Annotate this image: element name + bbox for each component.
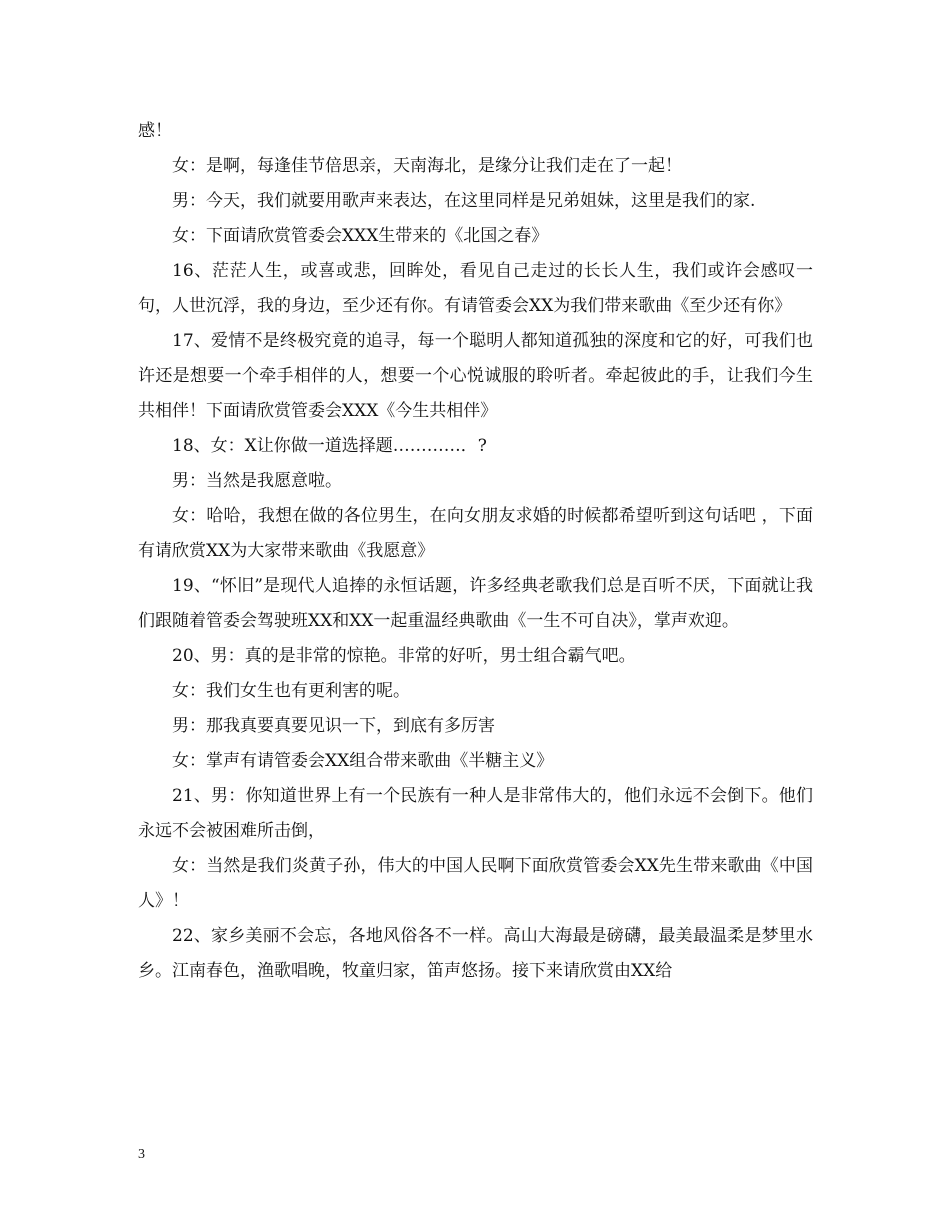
paragraph: 21、男：你知道世界上有一个民族有一种人是非常伟大的，他们永远不会倒下。他们永远不会被困难所击倒， bbox=[138, 786, 813, 841]
paragraph: 女：掌声有请管委会XX组合带来歌曲《半糖主义》 bbox=[172, 751, 554, 771]
paragraph: 16、茫茫人生，或喜或悲，回眸处，看见自己走过的长长人生，我们或许会感叹一句，人世沉浮，我的身边，至少还有你。有请管委会XX为我们带来歌曲《至少还有你》 bbox=[138, 261, 813, 316]
paragraph: 19、“怀旧”是现代人追捧的永恒话题，许多经典老歌我们总是百听不厌，下面就让我们跟随着管委会驾驶班XX和XX一起重温经典歌曲《一生不可自决》，掌声欢迎。 bbox=[138, 576, 813, 631]
paragraph: 18、女：X让你做一道选择题…………．? bbox=[172, 436, 487, 456]
paragraph: 女：下面请欣赏管委会XXX生带来的《北国之春》 bbox=[172, 226, 549, 246]
paragraph: 男：今天，我们就要用歌声来表达，在这里同样是兄弟姐妹，这里是我们的家. bbox=[172, 191, 756, 211]
paragraph: 17、爱情不是终极究竟的追寻，每一个聪明人都知道孤独的深度和它的好，可我们也许还是想要一个牵手相伴的人，想要一个心悦诚服的聆听者。牵起彼此的手，让我们今生共相伴！下面请欣赏管委会XXX《今生共相伴》 bbox=[138, 331, 813, 421]
paragraph: 22、家乡美丽不会忘，各地风俗各不一样。高山大海最是磅礴，最美最温柔是梦里水乡。江南春色，渔歌唱晚，牧童归家，笛声悠扬。接下来请欣赏由XX给 bbox=[138, 926, 813, 981]
paragraph: 女：当然是我们炎黄子孙，伟大的中国人民啊下面欣赏管委会XX先生带来歌曲《中国人》！ bbox=[138, 856, 813, 911]
paragraph: 20、男：真的是非常的惊艳。非常的好听，男士组合霸气吧。 bbox=[172, 646, 636, 666]
paragraph: 男：当然是我愿意啦。 bbox=[172, 471, 342, 491]
page-number: 3 bbox=[138, 1147, 145, 1162]
paragraph: 女：哈哈，我想在做的各位男生，在向女朋友求婚的时候都希望听到这句话吧 ，下面有请欣赏XX为大家带来歌曲《我愿意》 bbox=[138, 506, 813, 561]
paragraph: 男：那我真要真要见识一下，到底有多厉害 bbox=[172, 716, 495, 736]
document-body bbox=[138, 114, 813, 989]
paragraph: 女：是啊，每逢佳节倍思亲，天南海北，是缘分让我们走在了一起！ bbox=[172, 156, 682, 176]
paragraph: 女：我们女生也有更利害的呢。 bbox=[172, 681, 410, 701]
paragraph: 感！ bbox=[138, 121, 172, 141]
